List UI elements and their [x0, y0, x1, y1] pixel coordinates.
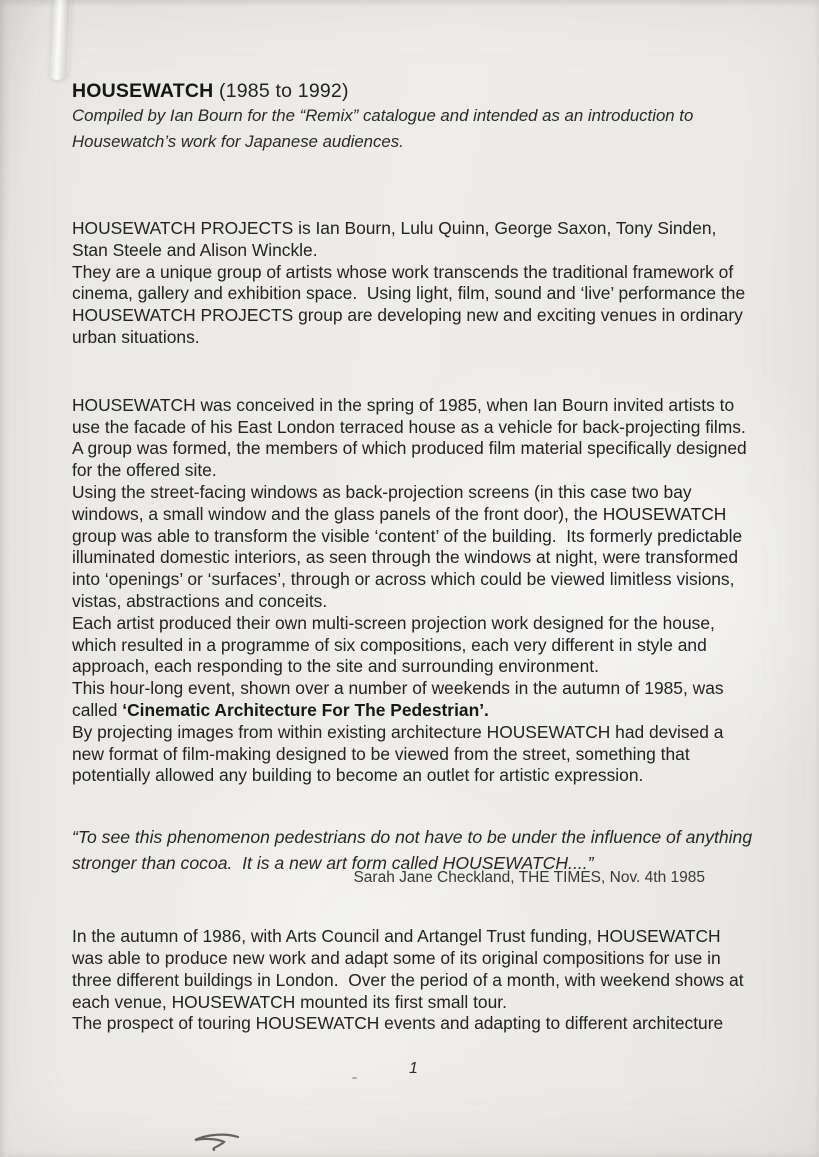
paragraph-projecting: By projecting images from within existing architecture HOUSEWATCH had devised a new format of film-making designed to be viewed from the street, something that potentially allowed any building to become an outlet for artistic expression.: [72, 721, 729, 786]
title-dates: (1985 to 1992): [219, 80, 349, 102]
paragraph-conceived: HOUSEWATCH was conceived in the spring of 1985, when Ian Bourn invited artists to use the facade of his East London terraced house as a vehicle for back-projecting films. A group was formed, the members of which produced film material specifically designed for the offered site.: [72, 394, 755, 481]
history-section: [72, 395, 755, 787]
quote-attribution: Sarah Jane Checkland, THE TIMES, Nov. 4th 1985: [353, 869, 705, 887]
paper-crease-artifact: [47, 0, 72, 80]
paragraph-autumn-1986: In the autumn of 1986, with Arts Council and Artangel Trust funding, HOUSEWATCH was able to produce new work and adapt some of its original compositions for use in three different buildings in London. Over the period of a month, with weekend shows at each venue, HOUSEWATCH mounted its first small tour.: [72, 926, 749, 1012]
event-text: This hour-long event, shown over a number of weekends in the autumn of 1985, was called: [72, 678, 729, 720]
members-section: [72, 218, 755, 349]
closing-section: [72, 926, 755, 1035]
paragraph-prospect: The prospect of touring HOUSEWATCH events and adapting to different architecture: [72, 1013, 724, 1034]
paragraph-group-description: They are a unique group of artists whose work transcends the traditional framework of cinema, gallery and exhibition space. Using light, film, sound and ‘live’ performance the HOUSEWATCH PROJECTS group are developing new and exciting venues in ordinary urban situations.: [72, 261, 750, 347]
paragraph-windows: Using the street-facing windows as back-projection screens (in this case two bay windows, a small window and the glass panels of the front door), the HOUSEWATCH group was able to transform the visible ‘content’ of the building. Its formerly predictable illuminated domestic interiors, as seen through the windows at night, were transformed into ‘openings’ or ‘surfaces’, through or across which could be viewed limitless visions, vistas, abstractions and conceits.: [72, 481, 748, 611]
page-number: 1: [409, 1060, 418, 1078]
quote-text: “To see this phenomenon pedestrians do not have to be under the influence of anything stronger than cocoa. It is a new art form called HOUSEWATCH....”: [72, 827, 758, 874]
page-title: [72, 80, 755, 103]
paragraph-members: HOUSEWATCH PROJECTS is Ian Bourn, Lulu Quinn, George Saxon, Tony Sinden, Stan Steele and Alison Winckle.: [72, 218, 722, 260]
press-quote: [72, 824, 758, 887]
pen-mark: [188, 1132, 244, 1156]
scan-speck: [352, 1077, 357, 1079]
paragraph-event-title: [72, 678, 755, 722]
title-name: HOUSEWATCH: [72, 80, 214, 102]
paragraph-each-artist: Each artist produced their own multi-screen projection work designed for the house, which resulted in a programme of six compositions, each very different in style and approach, each responding to the site and surrounding environment.: [72, 612, 720, 677]
compiler-note: Compiled by Ian Bourn for the “Remix” catalogue and intended as an introduction to Housewatch’s work for Japanese audiences.: [72, 106, 698, 151]
event-title-bold: ‘Cinematic Architecture For The Pedestrian’.: [122, 699, 489, 720]
